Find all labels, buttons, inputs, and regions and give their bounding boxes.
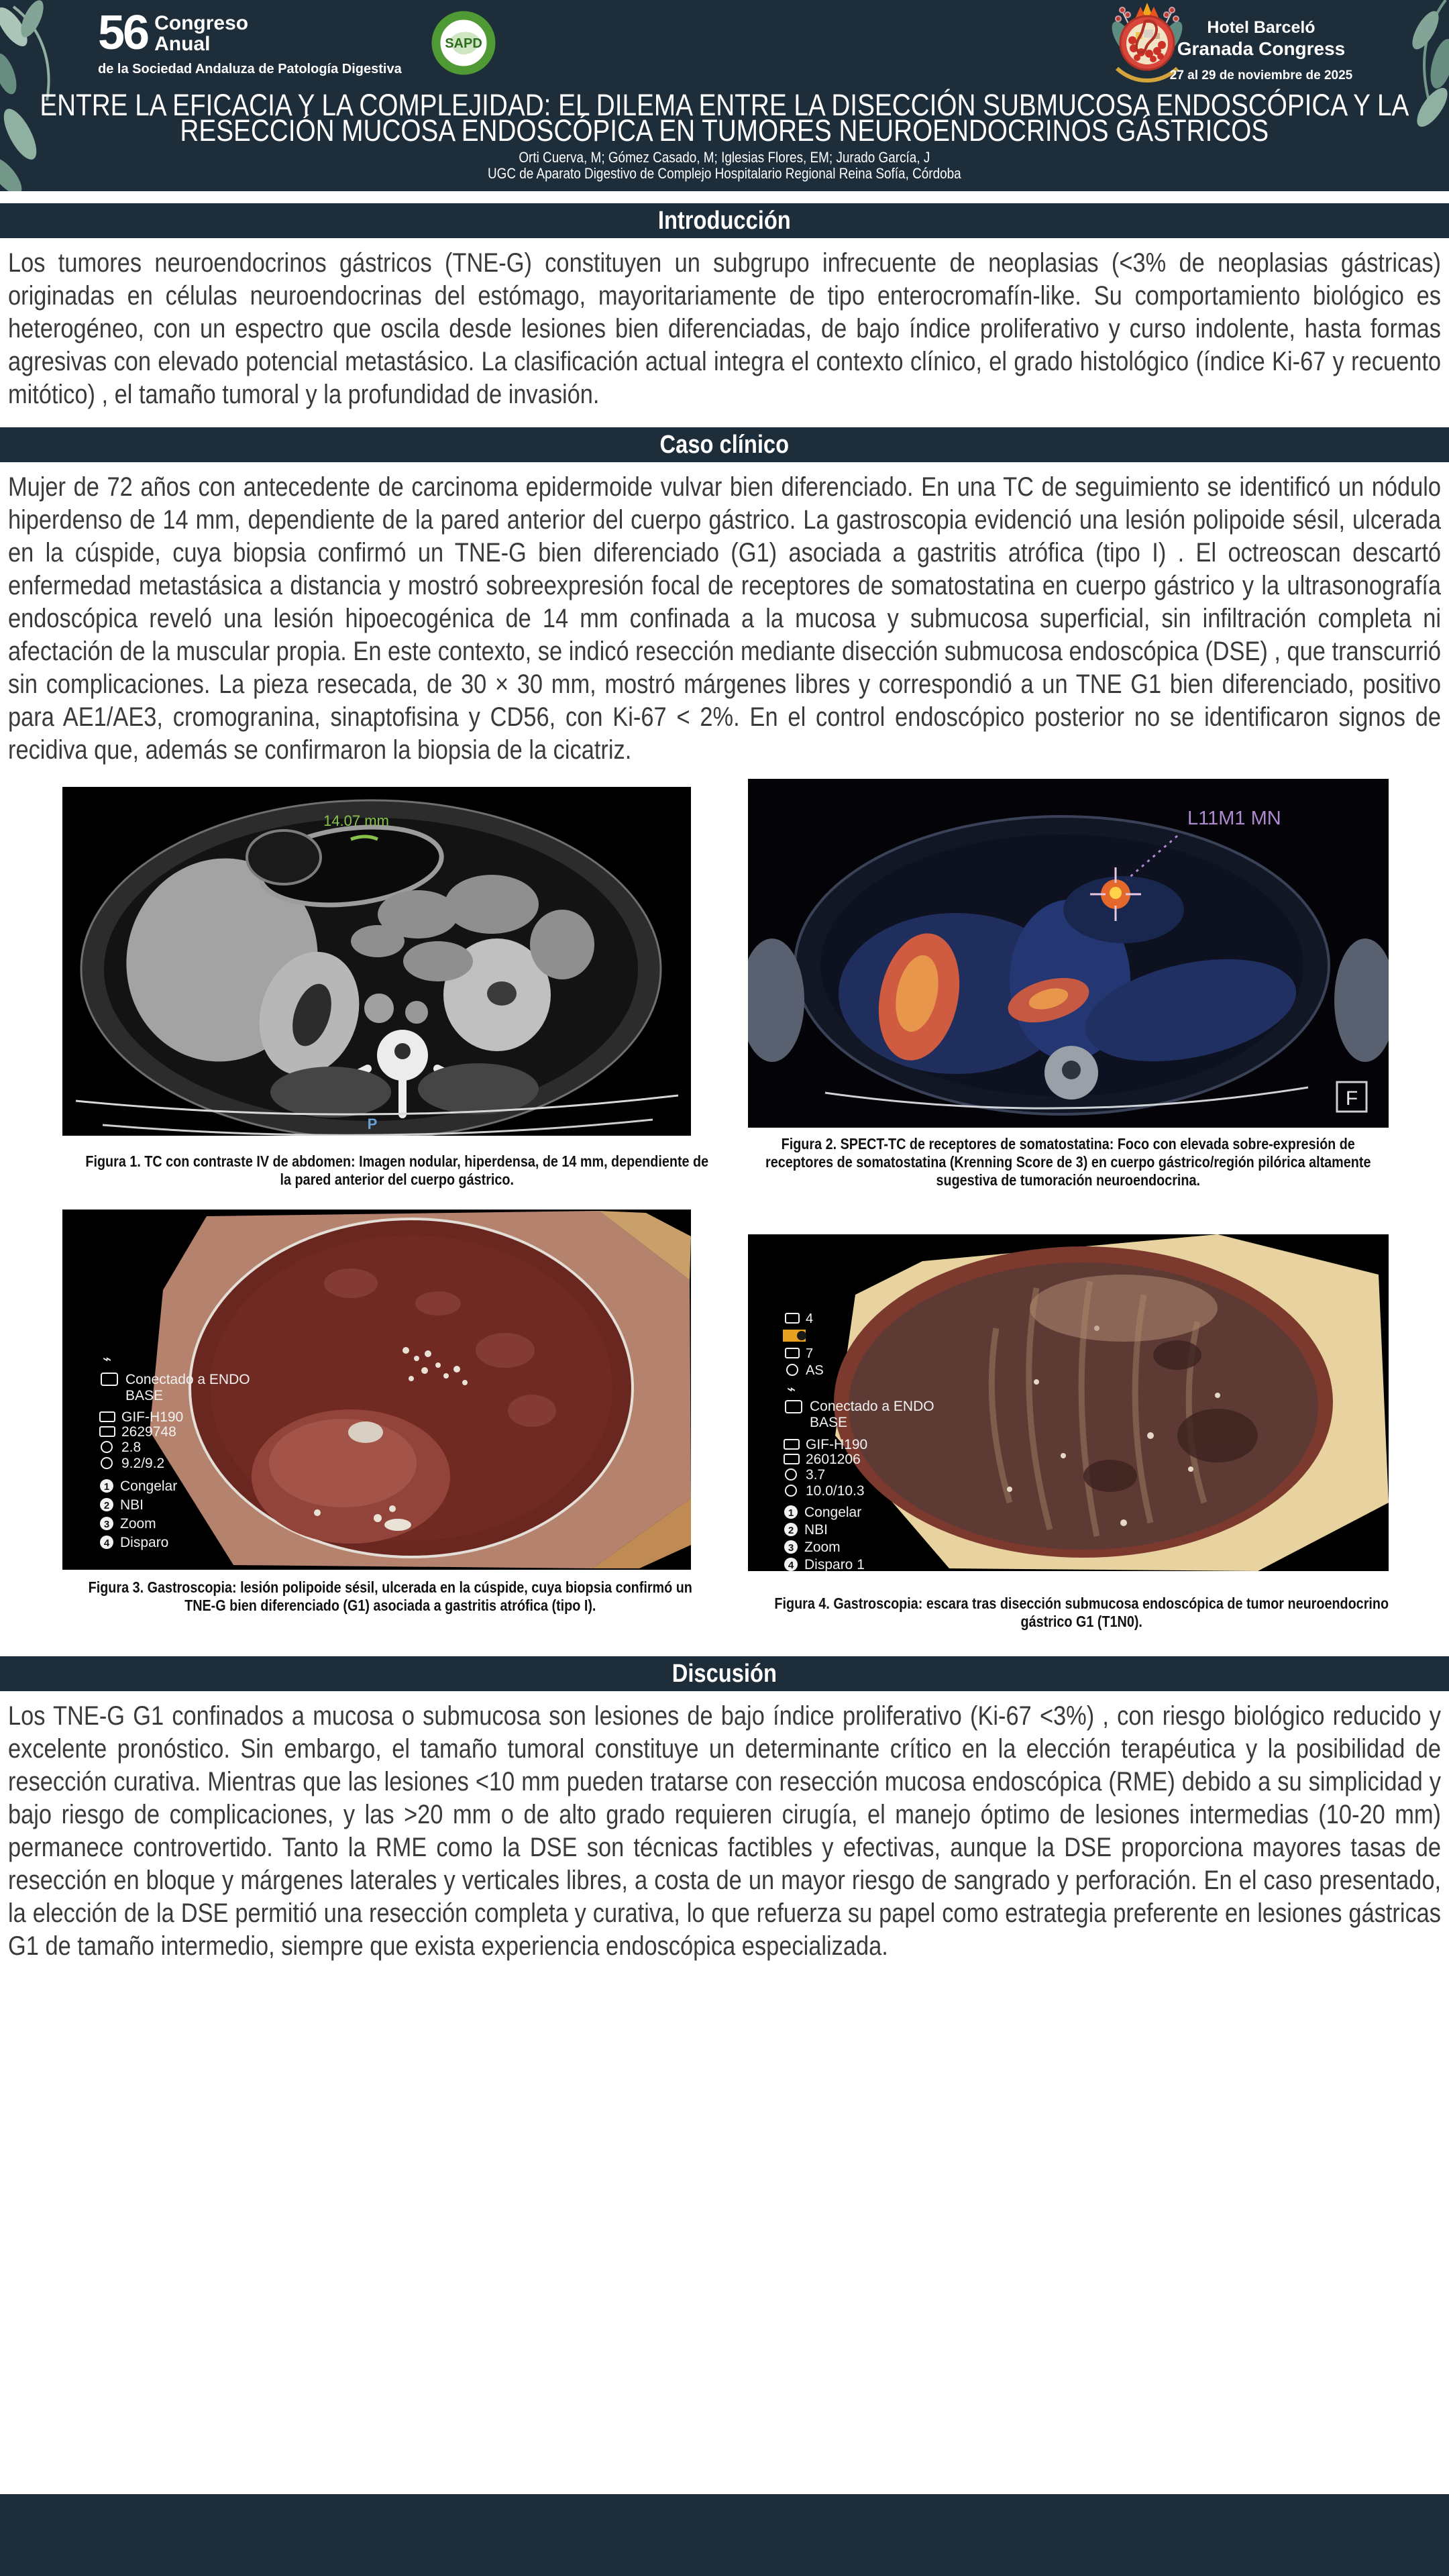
congress-word-2: Anual (154, 33, 211, 55)
ct-axial-image (62, 787, 691, 1136)
spect-fusion-image (748, 779, 1389, 1128)
endoscopy-lesion-image (62, 1210, 691, 1570)
endo4-value-1: 3.7 (806, 1467, 826, 1483)
section-heading-introduccion: Introducción (658, 207, 791, 235)
svg-text:⌁: ⌁ (787, 1381, 796, 1397)
introduccion-paragraph (0, 238, 1449, 411)
poster-affiliation: UGC de Aparato Digestivo de Complejo Hospitalario Regional Reina Sofía, Córdoba (488, 165, 961, 182)
endo3-value-2: 9.2/9.2 (121, 1456, 165, 1471)
ct-orientation-label: P (367, 1116, 378, 1132)
endo4-key-1-label: Congelar (804, 1505, 862, 1520)
figure-3-gastroscopy-lesion (62, 1210, 691, 1615)
spect-lesion-annotation: L11M1 MN (1187, 808, 1281, 829)
figure-4-caption: Figura 4. Gastroscopia: escara tras disección submucosa endoscópica de tumor neuroendocrino gástrico G1 (T1N0). (774, 1595, 1389, 1630)
endo3-key-3-number: 3 (103, 1519, 110, 1530)
endo4-scope-model: GIF-H190 (806, 1437, 868, 1452)
endo4-key-2-label: NBI (804, 1522, 828, 1538)
endo4-top-value-1: 4 (806, 1311, 814, 1326)
endo4-key-3-number: 3 (788, 1542, 794, 1554)
congress-brand (98, 6, 402, 77)
endo3-key-4-number: 4 (103, 1538, 110, 1549)
endo4-status-line1: Conectado a ENDO (810, 1399, 934, 1414)
endo4-key-4-number: 4 (788, 1560, 794, 1571)
venue-block (1159, 17, 1363, 83)
poster-footer-bar (0, 2494, 1449, 2576)
ct-measurement-annotation: 14.07 mm (323, 812, 389, 829)
congress-word-1: Congreso (154, 12, 249, 34)
endo3-status-line1: Conectado a ENDO (125, 1372, 250, 1387)
endoscopy-scar-image (748, 1234, 1389, 1571)
endo4-key-4-label: Disparo 1 (804, 1557, 865, 1571)
endo3-scope-model: GIF-H190 (121, 1409, 184, 1425)
venue-hotel: Hotel Barceló (1207, 18, 1316, 37)
endo3-value-1: 2.8 (121, 1440, 142, 1455)
endo4-key-2-number: 2 (788, 1525, 794, 1536)
spect-orientation-label: F (1345, 1087, 1358, 1110)
endo3-serial-number: 2629748 (121, 1424, 176, 1440)
congress-dates: 27 al 29 de noviembre de 2025 (1169, 68, 1353, 83)
svg-text:⌁: ⌁ (103, 1350, 112, 1367)
endo3-key-4-label: Disparo (120, 1535, 169, 1550)
poster-header (0, 0, 1449, 191)
discusion-paragraph (0, 1691, 1449, 1963)
endo4-serial-number: 2601206 (806, 1452, 861, 1467)
congress-name (154, 11, 248, 54)
endo3-key-3-label: Zoom (120, 1516, 156, 1532)
endo3-key-2-label: NBI (120, 1497, 144, 1513)
endo3-key-1-label: Congelar (120, 1479, 178, 1494)
section-heading-caso-clinico: Caso clínico (659, 431, 790, 459)
society-name: de la Sociedad Andaluza de Patología Digestiva (98, 62, 402, 77)
figure-4-gastroscopy-scar (748, 1234, 1389, 1631)
endo4-key-3-label: Zoom (804, 1540, 841, 1555)
venue-congress: Granada Congress (1177, 38, 1346, 59)
figure-1-caption: Figura 1. TC con contraste IV de abdomen: Imagen nodular, hiperdensa, de 14 mm, dependiente de la pared anterior del cuerpo gástrico. (85, 1152, 708, 1188)
section-bar-caso-clinico (0, 427, 1449, 462)
figure-3-caption: Figura 3. Gastroscopia: lesión polipoide sésil, ulcerada en la cúspide, cuya biopsia confirmó un TNE-G bien diferenciado (G1) asociada a gastritis atrófica (tipo I). (88, 1578, 692, 1614)
endo3-status-line2: BASE (125, 1388, 164, 1403)
endo4-value-2: 10.0/10.3 (806, 1483, 865, 1499)
caso-clinico-text: Mujer de 72 años con antecedente de carcinoma epidermoide vulvar bien diferenciado. En una TC de seguimiento se identificó un nódulo hiperdenso de 14 mm, dependiente de la pared anterior del cuerpo gástrico. La gastroscopia evidenció una lesión polipoide sésil, ulcerada en la cúspide, cuya biopsia confirmó un TNE-G bien diferenciado (G1) asociada a gastritis atrófica (tipo I) . El octreoscan descartó enfermedad metastásica a distancia y mostró sobreexpresión focal de receptores de somatostatina en cuerpo gástrico y la ultrasonografía endoscópica reveló una lesión hipoecogénica de 14 mm confinada a la mucosa y submucosa superficial, sin infiltración completa ni afectación de la muscular propia. En este contexto, se indicó resección mediante disección submucosa endoscópica (DSE) , que transcurrió sin complicaciones. La pieza resecada, de 30 × 30 mm, mostró márgenes libres y correspondió a un TNE G1 bien diferenciado, positivo para AE1/AE3, cromogranina, sinaptofisina y CD56, con Ki-67 < 2%. En el control endoscópico posterior no se identificaron signos de recidiva que, además se confirmaron la biopsia de la cicatriz. (8, 472, 1442, 765)
poster-title: ENTRE LA EFICACIA Y LA COMPLEJIDAD: EL DILEMA ENTRE LA DISECCIÓN SUBMUCOSA ENDOSCÓPICA Y LA RESECCIÓN MUCOSA ENDOSCÓPICA EN TUMORES NEUROENDOCRINOS GÁSTRICOS (40, 88, 1409, 148)
figures-grid (0, 779, 1449, 1636)
poster-authors: Orti Cuerva, M; Gómez Casado, M; Iglesias Flores, EM; Jurado García, J (519, 149, 930, 166)
endo4-status-line2: BASE (810, 1415, 848, 1430)
figure-2-spect (748, 779, 1389, 1189)
endo4-top-value-3: AS (806, 1363, 824, 1378)
caso-clinico-paragraph (0, 462, 1449, 767)
section-bar-discusion (0, 1656, 1449, 1691)
title-block (0, 88, 1449, 182)
endo4-key-1-number: 1 (788, 1507, 794, 1519)
figure-2-caption: Figura 2. SPECT-TC de receptores de somatostatina: Foco con elevada sobre-expresión de receptores de somatostatina (Krenning Score de 3) en cuerpo gástrico/región pilórica altamente sugestiva de tumoración neuroendocrina. (765, 1135, 1371, 1189)
sapd-logo-text: SAPD (445, 36, 482, 51)
congress-edition: 56 (98, 6, 148, 60)
endo4-top-value-2: 7 (806, 1346, 814, 1361)
endo3-key-1-number: 1 (103, 1481, 110, 1493)
section-heading-discusion: Discusión (672, 1660, 777, 1688)
introduccion-text: Los tumores neuroendocrinos gástricos (TNE-G) constituyen un subgrupo infrecuente de neoplasias (<3% de neoplasias gástricas) originadas en células neuroendocrinas del estómago, mayoritariamente de tipo enterocromafín-like. Su comportamiento biológico es heterogéneo, con un espectro que oscila desde lesiones bien diferenciadas, de bajo índice proliferativo y curso indolente, hasta formas agresivas con elevado potencial metastásico. La clasificación actual integra el contexto clínico, el grado histológico (índice Ki-67 y recuento mitótico) , el tamaño tumoral y la profundidad de invasión. (8, 248, 1442, 409)
figure-1-ct (62, 787, 708, 1189)
endo3-key-2-number: 2 (103, 1500, 110, 1511)
sapd-logo (431, 10, 496, 76)
section-bar-introduccion (0, 203, 1449, 238)
discusion-text: Los TNE-G G1 confinados a mucosa o submucosa son lesiones de bajo índice proliferativo (Ki-67 <3%) , con riesgo biológico reducido y excelente pronóstico. Sin embargo, el tamaño tumoral constituye un determinante crítico en la elección terapéutica y la posibilidad de resección curativa. Mientras que las lesiones <10 mm pueden tratarse con resección mucosa endoscópica (RME) debido a su simplicidad y bajo riesgo de complicaciones, y las >20 mm o de alto grado requieren cirugía, el manejo óptimo de lesiones intermedias (10-20 mm) permanece controvertido. Tanto la RME como la DSE son técnicas factibles y efectivas, aunque la DSE proporciona mayores tasas de resección en bloque y márgenes laterales y verticales libres, a costa de un mayor riesgo de sangrado y perforación. En el caso presentado, la elección de la DSE permitió una resección completa y curativa, lo que refuerza su papel como estrategia preferente en lesiones gástricas G1 de tamaño intermedio, siempre que exista experiencia endoscópica especializada. (8, 1701, 1442, 1961)
